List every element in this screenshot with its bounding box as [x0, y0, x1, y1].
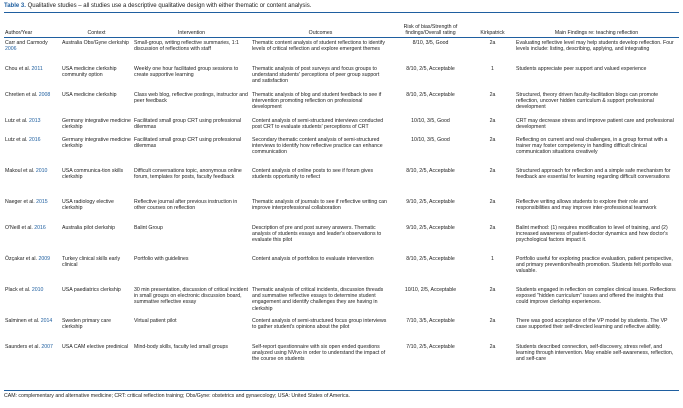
cell-outcomes: Description of pre and post survey answers. Thematic analysis of students essays and leader's observations to evaluate this pilot [252, 225, 382, 244]
cell-kirkpatrick: 2a [489, 92, 496, 98]
year-citation-link[interactable]: 2011 [31, 66, 43, 72]
table-caption [4, 2, 311, 10]
author-name: O'Neill et al. [5, 225, 33, 231]
bottom-rule [4, 390, 679, 391]
table-row [4, 64, 679, 90]
year-citation-link[interactable]: 2010 [31, 287, 44, 293]
table-row [4, 38, 679, 65]
cell-intervention: Virtual patient pilot [134, 318, 177, 324]
cell-intervention: Weekly one hour facilitated group sessions to create supportive learning [134, 66, 239, 79]
cell-main-findings: Portfolio useful for exploring practice evaluation, patient perspective, and primary prevention/health promotion. Students felt portfolio was valuable. [516, 256, 673, 275]
cell-outcomes: Secondary thematic content analysis of semi-structured interviews to identify how reflective practice can enhance communication [252, 137, 383, 156]
author-name: Plack et al. [5, 287, 31, 293]
cell-intervention: Class web blog, reflective postings, instructor and peer feedback [134, 92, 248, 105]
cell-main-findings: Structured approach for reflection and a simple safe mechanism for feedback are essential for learning regarding difficult conversations [516, 168, 671, 181]
cell-outcomes: Content analysis of portfolios to evaluate intervention [252, 256, 374, 262]
author-name: Saunders et al. [5, 344, 40, 350]
cell-kirkpatrick: 1 [491, 256, 494, 262]
cell-kirkpatrick: 2a [489, 225, 496, 231]
table-row [4, 316, 679, 342]
cell-intervention: Facilitated small group CRT using professional dilemmas [134, 118, 242, 131]
cell-intervention: 30 min presentation, discussion of critical incident in small groups on electronic discussion board, summative reflective essay [134, 287, 248, 306]
cell-main-findings: Students described connection, self-discovery, stress relief, and learning through intervention. May enable self-awareness, reflection, and self-care [516, 344, 674, 363]
cell-kirkpatrick: 2a [489, 199, 496, 205]
year-citation-link[interactable]: 2013 [28, 118, 41, 124]
author-name: Chretien et al. [5, 92, 38, 98]
cell-outcomes: Content analysis of semi-structured interviews conducted post CRT to evaluate students' perceptions of CRT [252, 118, 384, 131]
cell-main-findings: Reflecting on current and real challenges, in a group format with a trainer may foster competency in handling difficult clinical communication situations creatively [516, 137, 668, 156]
cell-risk-rating: 8/10, 2/5, Acceptable [406, 92, 455, 98]
cell-intervention: Small-group, writing reflective summaries, 1:1 discussion of reflections with staff [134, 40, 239, 53]
author-name: Özçakar et al. [5, 256, 38, 262]
author-name: Naeger et al. [5, 199, 35, 205]
cell-risk-rating: 8/10, 2/5, Acceptable [406, 168, 455, 174]
cell-author-year [4, 135, 61, 166]
cell-main-findings: Balint method: (1) requires modification to level of training, and (2) increased awareness of patient-doctor dynamics and how doctor's psychological factors impact it. [516, 225, 668, 244]
cell-risk-rating: 10/10, 3/5, Good [411, 118, 450, 124]
cell-risk-rating: 9/10, 2/5, Acceptable [406, 225, 455, 231]
cell-context: Australia Obs/Gyne clerkship [62, 40, 129, 46]
cell-author-year [4, 197, 61, 223]
table-footnote: CAM: complementary and alternative medicine; CRT: critical reflection training; Obs/Gyne: obstetrics and gynaecology; USA: United States of America. [4, 393, 350, 399]
cell-main-findings: CRT may decrease stress and improve patient care and professional development [516, 118, 674, 131]
cell-context: USA medicine clerkship [62, 92, 117, 98]
cell-main-findings: There was good acceptance of the VP model by students. The VP case supported their self-directed learning and reflective ability. [516, 318, 668, 331]
year-citation-link[interactable]: 2006 [5, 46, 17, 53]
cell-risk-rating: 9/10, 2/5, Acceptable [406, 199, 455, 205]
cell-context: Sweden primary care clerkship [62, 318, 112, 331]
cell-intervention: Mind-body skills, faculty led small groups [134, 344, 228, 350]
cell-author-year [4, 285, 61, 316]
cell-author-year [4, 316, 61, 342]
cell-author-year [4, 38, 61, 65]
cell-risk-rating: 10/10, 3/5, Good [411, 137, 450, 143]
author-name: Makoul et al. [5, 168, 35, 174]
cell-risk-rating: 7/10, 2/5, Acceptable [406, 344, 455, 350]
cell-author-year [4, 342, 61, 373]
cell-outcomes: Thematic content analysis of student reflections to identify levels of critical reflection and explore emergent themes [252, 40, 385, 53]
cell-kirkpatrick: 2a [489, 287, 496, 293]
cell-context: USA paediatrics clerkship [62, 287, 121, 293]
table-row [4, 285, 679, 316]
cell-intervention: Difficult conversations topic, anonymous online forum, templates for posts, faculty feedback [134, 168, 242, 181]
table-row [4, 90, 679, 116]
cell-author-year [4, 116, 61, 135]
table-caption-text: Qualitative studies – all studies use a descriptive qualitative design with either thematic or content analysis. [27, 3, 312, 9]
table-body [4, 38, 679, 374]
cell-risk-rating: 7/10, 3/5, Acceptable [406, 318, 455, 324]
author-name: Chou et al. [5, 66, 31, 72]
col-header-intervention: Intervention [133, 14, 251, 38]
cell-kirkpatrick: 2a [489, 40, 496, 46]
year-citation-link[interactable]: 2015 [36, 199, 48, 205]
year-citation-link[interactable]: 2014 [40, 318, 53, 324]
cell-outcomes: Thematic analysis of blog and student feedback to see if intervention promoting reflection on professional development [252, 92, 382, 111]
cell-kirkpatrick: 2a [489, 344, 496, 350]
year-citation-link[interactable]: 2016 [34, 225, 46, 231]
col-header-risk: Risk of bias/Strength of findings/Overall rating [391, 14, 471, 38]
cell-outcomes: Content analysis of online posts to see if forum gives students opportunity to reflect [252, 168, 374, 181]
table-row [4, 254, 679, 285]
col-header-findings: Main Findings re: teaching reflection [515, 14, 679, 38]
cell-outcomes: Thematic analysis of journals to see if reflective writing can improve interprofessional collaboration [252, 199, 387, 212]
cell-kirkpatrick: 2a [489, 168, 496, 174]
table-row [4, 116, 679, 135]
cell-risk-rating: 8/10, 2/5, Acceptable [406, 256, 455, 262]
cell-intervention: Balint Group [134, 225, 163, 231]
author-name: Lutz et al. [5, 118, 28, 124]
cell-context: USA medicine clerkship community option [62, 66, 117, 79]
col-header-author: Author/Year [4, 14, 61, 38]
cell-main-findings: Structured, theory driven faculty-facilitation blogs can promote reflection, uncover hidden curriculum & support professional development [516, 92, 659, 111]
cell-author-year [4, 254, 61, 285]
author-name: Salminen et al. [5, 318, 40, 324]
cell-author-year [4, 64, 61, 90]
cell-author-year [4, 223, 61, 254]
table-row [4, 342, 679, 373]
table-row [4, 197, 679, 223]
cell-context: Australia pilot clerkship [62, 225, 116, 231]
cell-kirkpatrick: 1 [491, 66, 494, 72]
author-name: Carr and Carmody [5, 40, 48, 46]
author-name: Lutz et al. [5, 137, 28, 143]
year-citation-link[interactable]: 2009 [38, 256, 51, 262]
cell-kirkpatrick: 2a [489, 137, 496, 143]
year-citation-link[interactable]: 2016 [28, 137, 41, 143]
header-row [4, 14, 679, 38]
cell-outcomes: Self-report questionnaire with six open ended questions analyzed using NVivo in order to understand the impact of the course on students [252, 344, 386, 363]
cell-risk-rating: 8/10, 2/5, Acceptable [406, 66, 455, 72]
cell-kirkpatrick: 2a [489, 318, 496, 324]
cell-context: USA CAM elective predinical [62, 344, 129, 350]
year-citation-link[interactable]: 2010 [35, 168, 48, 174]
year-citation-link[interactable]: 2007 [41, 344, 53, 350]
cell-context: Germany integrative medicine clerkship [62, 118, 131, 131]
qualitative-studies-table [4, 14, 679, 373]
cell-context: USA communica-tion skills clerkship [62, 168, 124, 181]
cell-main-findings: Students appreciate peer support and valued experience [516, 66, 647, 72]
cell-risk-rating: 8/10, 3/5, Good [412, 40, 449, 46]
cell-main-findings: Students engaged in reflection on complex clinical issues. Reflections exposed "hidden curriculum" issues and offered the insights that could improve clerkship experiences. [516, 287, 676, 306]
table-row [4, 223, 679, 254]
cell-intervention: Portfolio with guidelines [134, 256, 189, 262]
cell-intervention: Reflective journal after previous instruction in other courses on reflection [134, 199, 238, 212]
table-row [4, 166, 679, 197]
top-rule [4, 12, 679, 13]
cell-context: USA radiology elective clerkship [62, 199, 114, 212]
col-header-context: Context [61, 14, 133, 38]
col-header-kirkpatrick: Kirkpatrick [471, 14, 515, 38]
cell-outcomes: Thematic analysis of critical incidents, discussion threads and summative reflective essays to determine student engagement and identify challenges they are having in clerkship [252, 287, 384, 312]
cell-outcomes: Thematic analysis of post surveys and focus groups to understand students' perceptions of peer group support and satisfaction [252, 66, 380, 85]
cell-risk-rating: 10/10, 2/5, Acceptable [404, 287, 457, 293]
cell-main-findings: Reflective writing allows students to explore their role and responsibilities and may improve inter-professional teamwork [516, 199, 657, 212]
cell-context: Germany integrative medicine clerkship [62, 137, 131, 150]
cell-outcomes: Content analysis of semi-structured focus group interviews to gather student's opinions about the pilot [252, 318, 387, 331]
col-header-outcomes: Outcomes [251, 14, 391, 38]
cell-intervention: Facilitated small group CRT using professional dilemmas [134, 137, 242, 150]
cell-author-year [4, 166, 61, 197]
table-row [4, 135, 679, 166]
cell-context: Turkey clinical skills early clinical [62, 256, 121, 269]
cell-kirkpatrick: 2a [489, 118, 496, 124]
cell-author-year [4, 90, 61, 116]
year-citation-link[interactable]: 2008 [38, 92, 51, 98]
table-caption-label: Table 3. [4, 3, 26, 9]
cell-main-findings: Evaluating reflective level may help students develop reflection. Four levels include: listing, describing, applying, and integrating [516, 40, 674, 53]
